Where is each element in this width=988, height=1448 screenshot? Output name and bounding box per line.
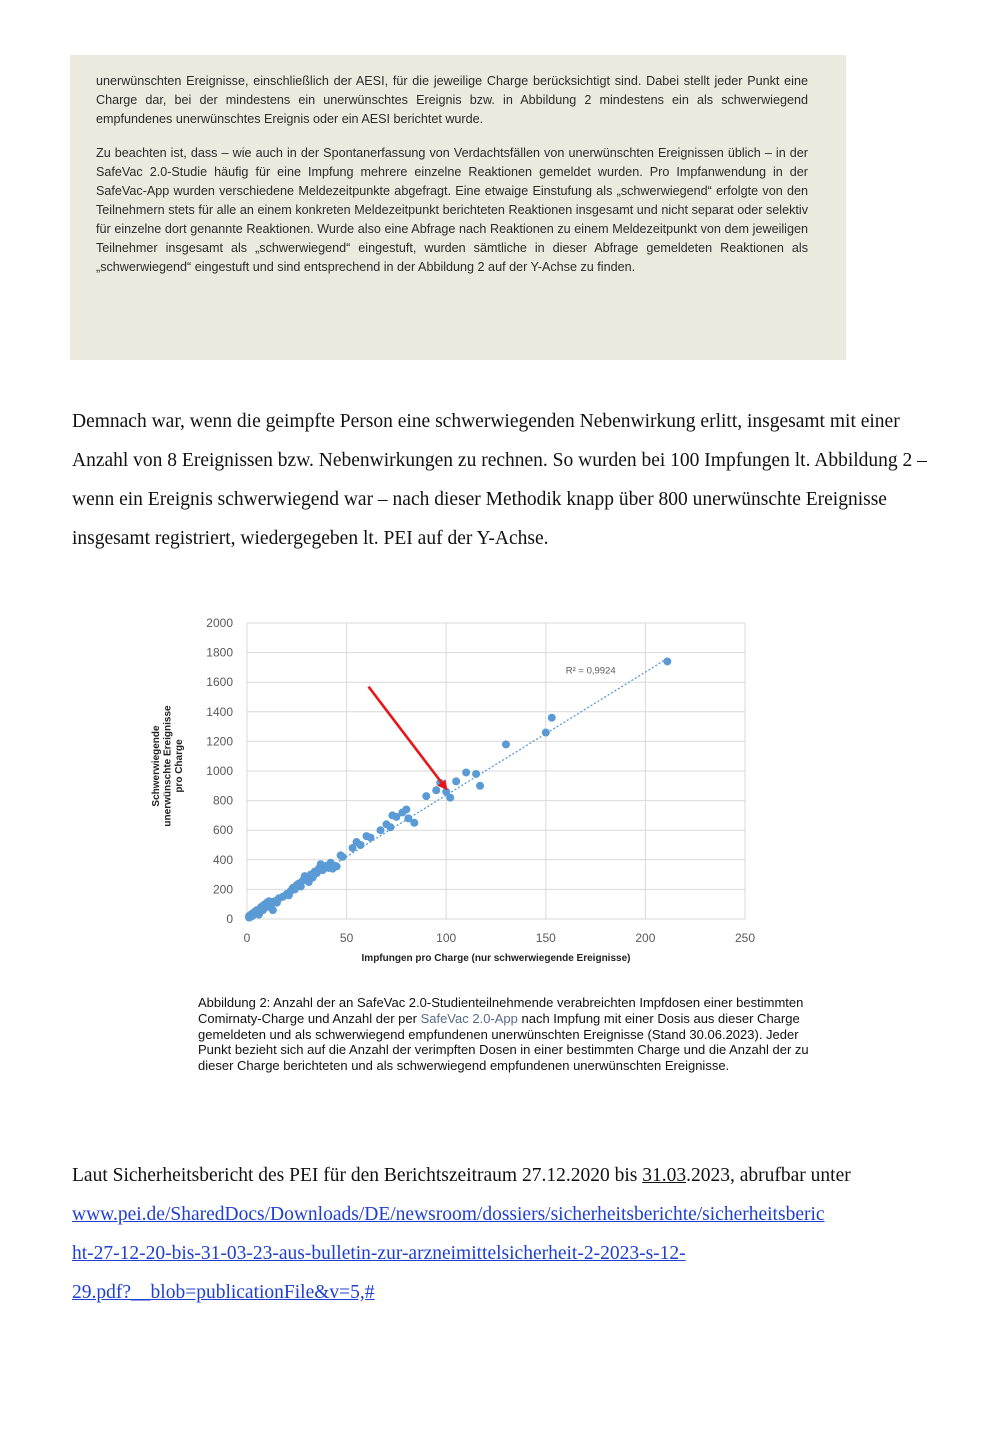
y-tick-label: 2000 bbox=[206, 616, 233, 630]
scatter-chart bbox=[150, 608, 780, 976]
data-point bbox=[476, 782, 484, 790]
data-point bbox=[410, 819, 418, 827]
data-point bbox=[432, 786, 440, 794]
y-axis-label-line: Schwerwiegende bbox=[151, 725, 162, 807]
y-tick-label: 1400 bbox=[206, 704, 233, 719]
report-link-line-3[interactable]: 29.pdf?__blob=publicationFile&v=5,# bbox=[72, 1282, 375, 1303]
x-tick-label: 100 bbox=[436, 931, 457, 945]
caption-app-name: SafeVac 2.0-App bbox=[420, 1010, 518, 1026]
data-point bbox=[402, 805, 410, 813]
body-paragraph-1: Demnach war, wenn die geimpfte Person eine schwerwiegenden Nebenwirkung erlitt, insgesamt mit einer Anzahl von 8 Ereignissen bzw. Nebenwirkungen zu rechnen. So wurden bei 100 Impfungen lt. Abbildung 2 – wenn ein Ereignis schwerwiegend war – nach dieser Methodik knapp über 800 unerwünschte Ereignisse insgesamt registriert, wiedergegeben lt. PEI auf der Y-Achse. bbox=[72, 411, 927, 549]
report-link-line-2[interactable]: ht-27-12-20-bis-31-03-23-aus-bulletin-zur-arzneimittelsicherheit-2-2023-s-12- bbox=[72, 1243, 686, 1264]
y-tick-label: 400 bbox=[212, 852, 233, 867]
x-tick-label: 200 bbox=[635, 931, 656, 945]
x-tick-label: 250 bbox=[734, 931, 756, 945]
y-tick-label: 1600 bbox=[206, 675, 233, 690]
scanned-paragraph-2: Zu beachten ist, dass – wie auch in der Spontanerfassung von Verdachtsfällen von unerwünschten Ereignissen üblich – in der SafeVac 2.0-Studie häufig für eine Impfung mehrere einzelne Reaktionen gemeldet wurden. Pro Impfanwendung in der SafeVac-App wurden verschiedene Meldezeitpunkte abgefragt. Eine etwaige Einstufung als „schwerwiegend“ erfolgte von den Teilnehmern stets für alle an einem konkreten Meldezeitpunkt berichteten Reaktionen insgesamt und nicht separat oder selektiv für einzelne dort genannte Reaktionen. Wurde also eine Abfrage nach Reaktionen zu einem Meldezeitpunkt von dem jeweiligen Teilnehmer insgesamt als „schwerwiegend“ eingestuft, wurden sämtliche in dieser Abfrage gemeldeten Reaktionen als „schwerwiegend“ eingestuft und sind entsprechend in der Abbildung 2 auf der Y-Achse zu finden. bbox=[96, 146, 808, 274]
y-tick-label: 1800 bbox=[206, 645, 233, 660]
data-point bbox=[452, 777, 460, 785]
data-point bbox=[422, 792, 430, 800]
underlined-date: 31.03 bbox=[642, 1165, 687, 1186]
y-tick-label: 1000 bbox=[206, 764, 233, 778]
scanned-paragraph-1: unerwünschten Ereignisse, einschließlich der AESI, für die jeweilige Charge berücksichtigt sind. Dabei stellt jeder Punkt eine Charge dar, bei der mindestens ein unerwünschtes Ereignis bzw. in Abbildung 2 mindestens ein als schwerwiegend empfundenes unerwünschtes Ereignis oder ein AESI berichtet wurde. bbox=[96, 74, 808, 126]
trendline bbox=[247, 659, 667, 919]
r-squared-label: R² = 0,9924 bbox=[565, 665, 616, 677]
scanned-excerpt-text bbox=[96, 72, 808, 292]
caption-text-before: Abbildung 2: Anzahl der an SafeVac 2.0-Studienteilnehmende verabreichten Impfdosen einer bestimmten Comirnaty-Charge und Anzahl der per bbox=[198, 995, 804, 1026]
y-tick-label: 0 bbox=[226, 912, 233, 926]
data-point bbox=[548, 714, 556, 722]
caption-text-after: nach Impfung mit einer Dosis aus dieser Charge gemeldeten und als schwerwiegend empfundenen unerwünschten Ereignisse (Stand 30.06.2023). Jeder Punkt bezieht sich auf die Anzahl der verimpften Dosen in einer bestimmten Charge und die Anzahl der zu dieser Charge berichteten und als schwerwiegend empfundenen unerwünschten Ereignisse. bbox=[198, 1010, 809, 1074]
data-point bbox=[269, 906, 277, 914]
data-point bbox=[663, 657, 671, 665]
paragraph-2-text-after: .2023, abrufbar unter bbox=[686, 1165, 851, 1186]
data-point bbox=[462, 768, 470, 776]
report-link-line-1[interactable]: www.pei.de/SharedDocs/Downloads/DE/newsroom/dossiers/sicherheitsberichte/sicherheitsberic bbox=[72, 1204, 825, 1225]
data-point bbox=[502, 740, 510, 748]
x-tick-label: 150 bbox=[535, 931, 556, 945]
body-paragraph-2 bbox=[72, 1156, 940, 1312]
x-tick-label: 50 bbox=[339, 931, 354, 945]
y-axis-label-line: unerwünschte Ereignisse bbox=[162, 705, 174, 827]
data-point bbox=[333, 862, 341, 870]
x-axis-label: Impfungen pro Charge (nur schwerwiegende Ereignisse) bbox=[361, 953, 631, 964]
y-tick-label: 600 bbox=[212, 823, 233, 838]
y-tick-label: 200 bbox=[212, 882, 233, 897]
red-arrow bbox=[369, 687, 447, 789]
y-tick-label: 800 bbox=[212, 793, 233, 808]
data-point bbox=[446, 794, 454, 802]
y-tick-label: 1200 bbox=[206, 734, 233, 749]
x-tick-label: 0 bbox=[243, 931, 251, 945]
data-point bbox=[376, 826, 384, 834]
paragraph-2-text-before: Laut Sicherheitsbericht des PEI für den Berichtszeitraum 27.12.2020 bis bbox=[72, 1165, 643, 1186]
y-axis-label-line: pro Charge bbox=[174, 739, 185, 793]
figure-caption bbox=[198, 995, 818, 1074]
data-point bbox=[542, 729, 550, 737]
